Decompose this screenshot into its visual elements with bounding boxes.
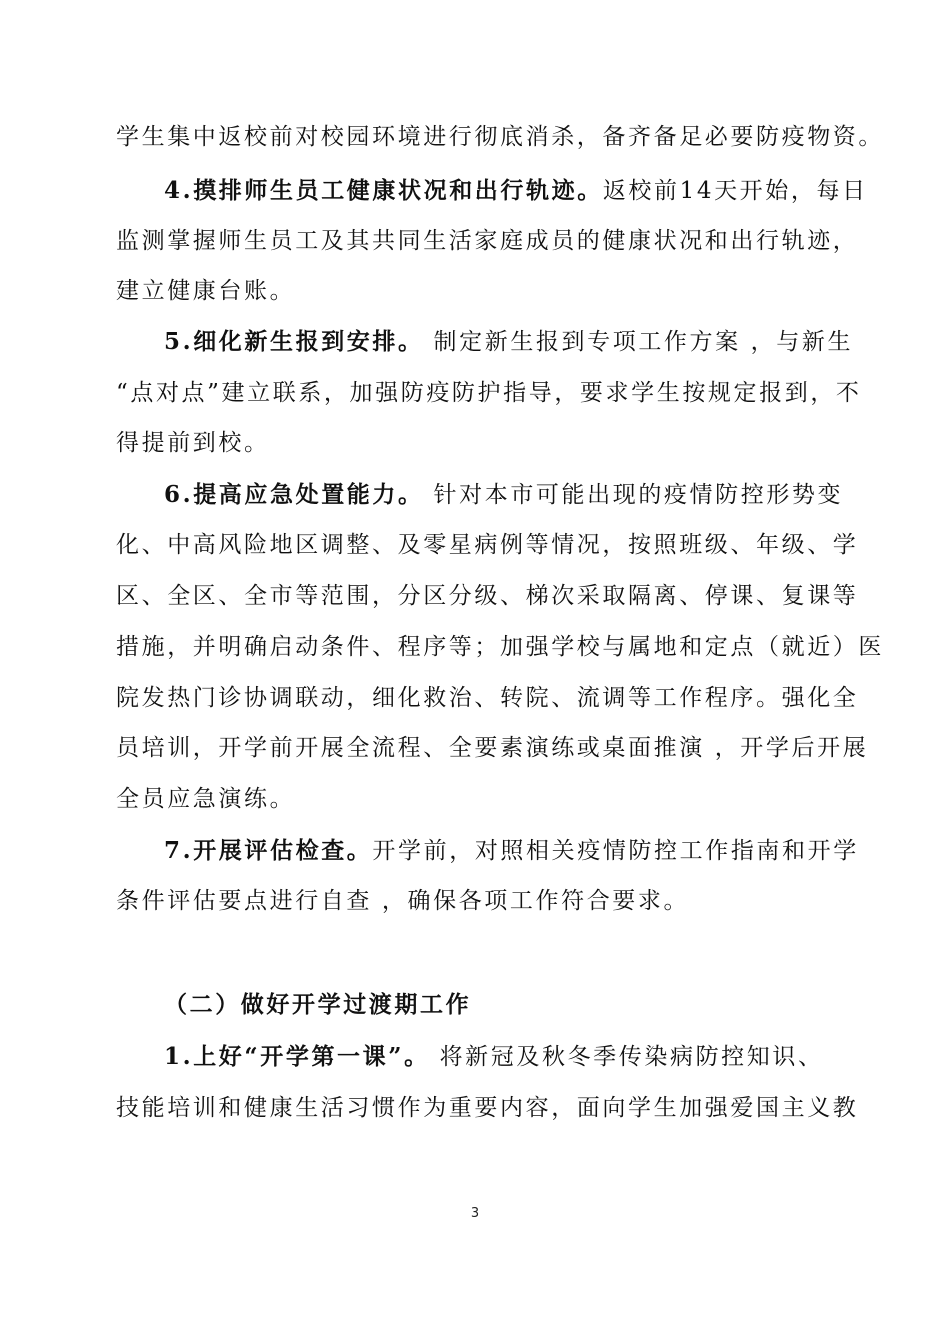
paragraph-line (164, 836, 859, 866)
line-text: 建立健康台账。 (116, 278, 296, 304)
paragraph-line (116, 581, 859, 611)
line-text: 员培训，开学前开展全流程、全要素演练或桌面推演 ，开学后开展 (116, 735, 869, 761)
paragraph-line (164, 176, 868, 206)
paragraph-line (116, 784, 844, 814)
paragraph-line (164, 327, 854, 357)
paragraph-line (164, 480, 844, 510)
line-text: 全员应急演练。 (116, 786, 296, 812)
paragraph-line (116, 733, 869, 763)
section-heading: （二）做好开学过渡期工作 (164, 991, 472, 1018)
line-text: 返校前14天开始，每日 (602, 178, 868, 204)
line-text: 针对本市可能出现的疫情防控形势变 (423, 482, 844, 508)
line-text: 条件评估要点进行自查 ，确保各项工作符合要求。 (116, 888, 690, 914)
section-heading-line (164, 990, 844, 1020)
line-text: 得提前到校。 (116, 430, 270, 456)
paragraph-line (116, 428, 844, 458)
paragraph-line (116, 276, 844, 306)
paragraph-line (116, 378, 862, 408)
item-heading: 4.摸排师生员工健康状况和出行轨迹。 (164, 177, 603, 204)
line-text: 将新冠及秋冬季传染病防控知识、 (429, 1044, 824, 1070)
paragraph-line (164, 1042, 844, 1072)
line-text: 措施，并明确启动条件、程序等；加强学校与属地和定点（就近）医 (116, 634, 884, 660)
paragraph-line (116, 1093, 859, 1123)
paragraph-line (116, 683, 859, 713)
line-text: 院发热门诊协调联动，细化救治、转院、流调等工作程序。强化全 (116, 685, 859, 711)
item-heading: 6.提高应急处置能力。 (164, 481, 424, 508)
paragraph-line (116, 122, 884, 152)
paragraph-line (116, 226, 859, 256)
line-text: “点对点”建立联系，加强防疫防护指导，要求学生按规定报到，不 (116, 380, 862, 406)
line-text: 区、全区、全市等范围，分区分级、梯次采取隔离、停课、复课等 (116, 583, 859, 609)
paragraph-line (116, 632, 884, 662)
item-heading: 1.上好“开学第一课”。 (164, 1043, 430, 1070)
line-text: 技能培训和健康生活习惯作为重要内容，面向学生加强爱国主义教 (116, 1095, 859, 1121)
paragraph-line (116, 530, 859, 560)
line-text: 开学前，对照相关疫情防控工作指南和开学 (372, 838, 859, 864)
item-heading: 5.细化新生报到安排。 (164, 328, 424, 355)
line-text: 学生集中返校前对校园环境进行彻底消杀，备齐备足必要防疫物资。 (116, 124, 884, 150)
line-text: 制定新生报到专项工作方案 ，与新生 (423, 329, 854, 355)
paragraph-line (116, 886, 844, 916)
line-text: 化、中高风险地区调整、及零星病例等情况，按照班级、年级、学 (116, 532, 859, 558)
item-heading: 7.开展评估检查。 (164, 837, 373, 864)
page-number: 3 (470, 1206, 480, 1221)
line-text: 监测掌握师生员工及其共同生活家庭成员的健康状况和出行轨迹， (116, 228, 859, 254)
